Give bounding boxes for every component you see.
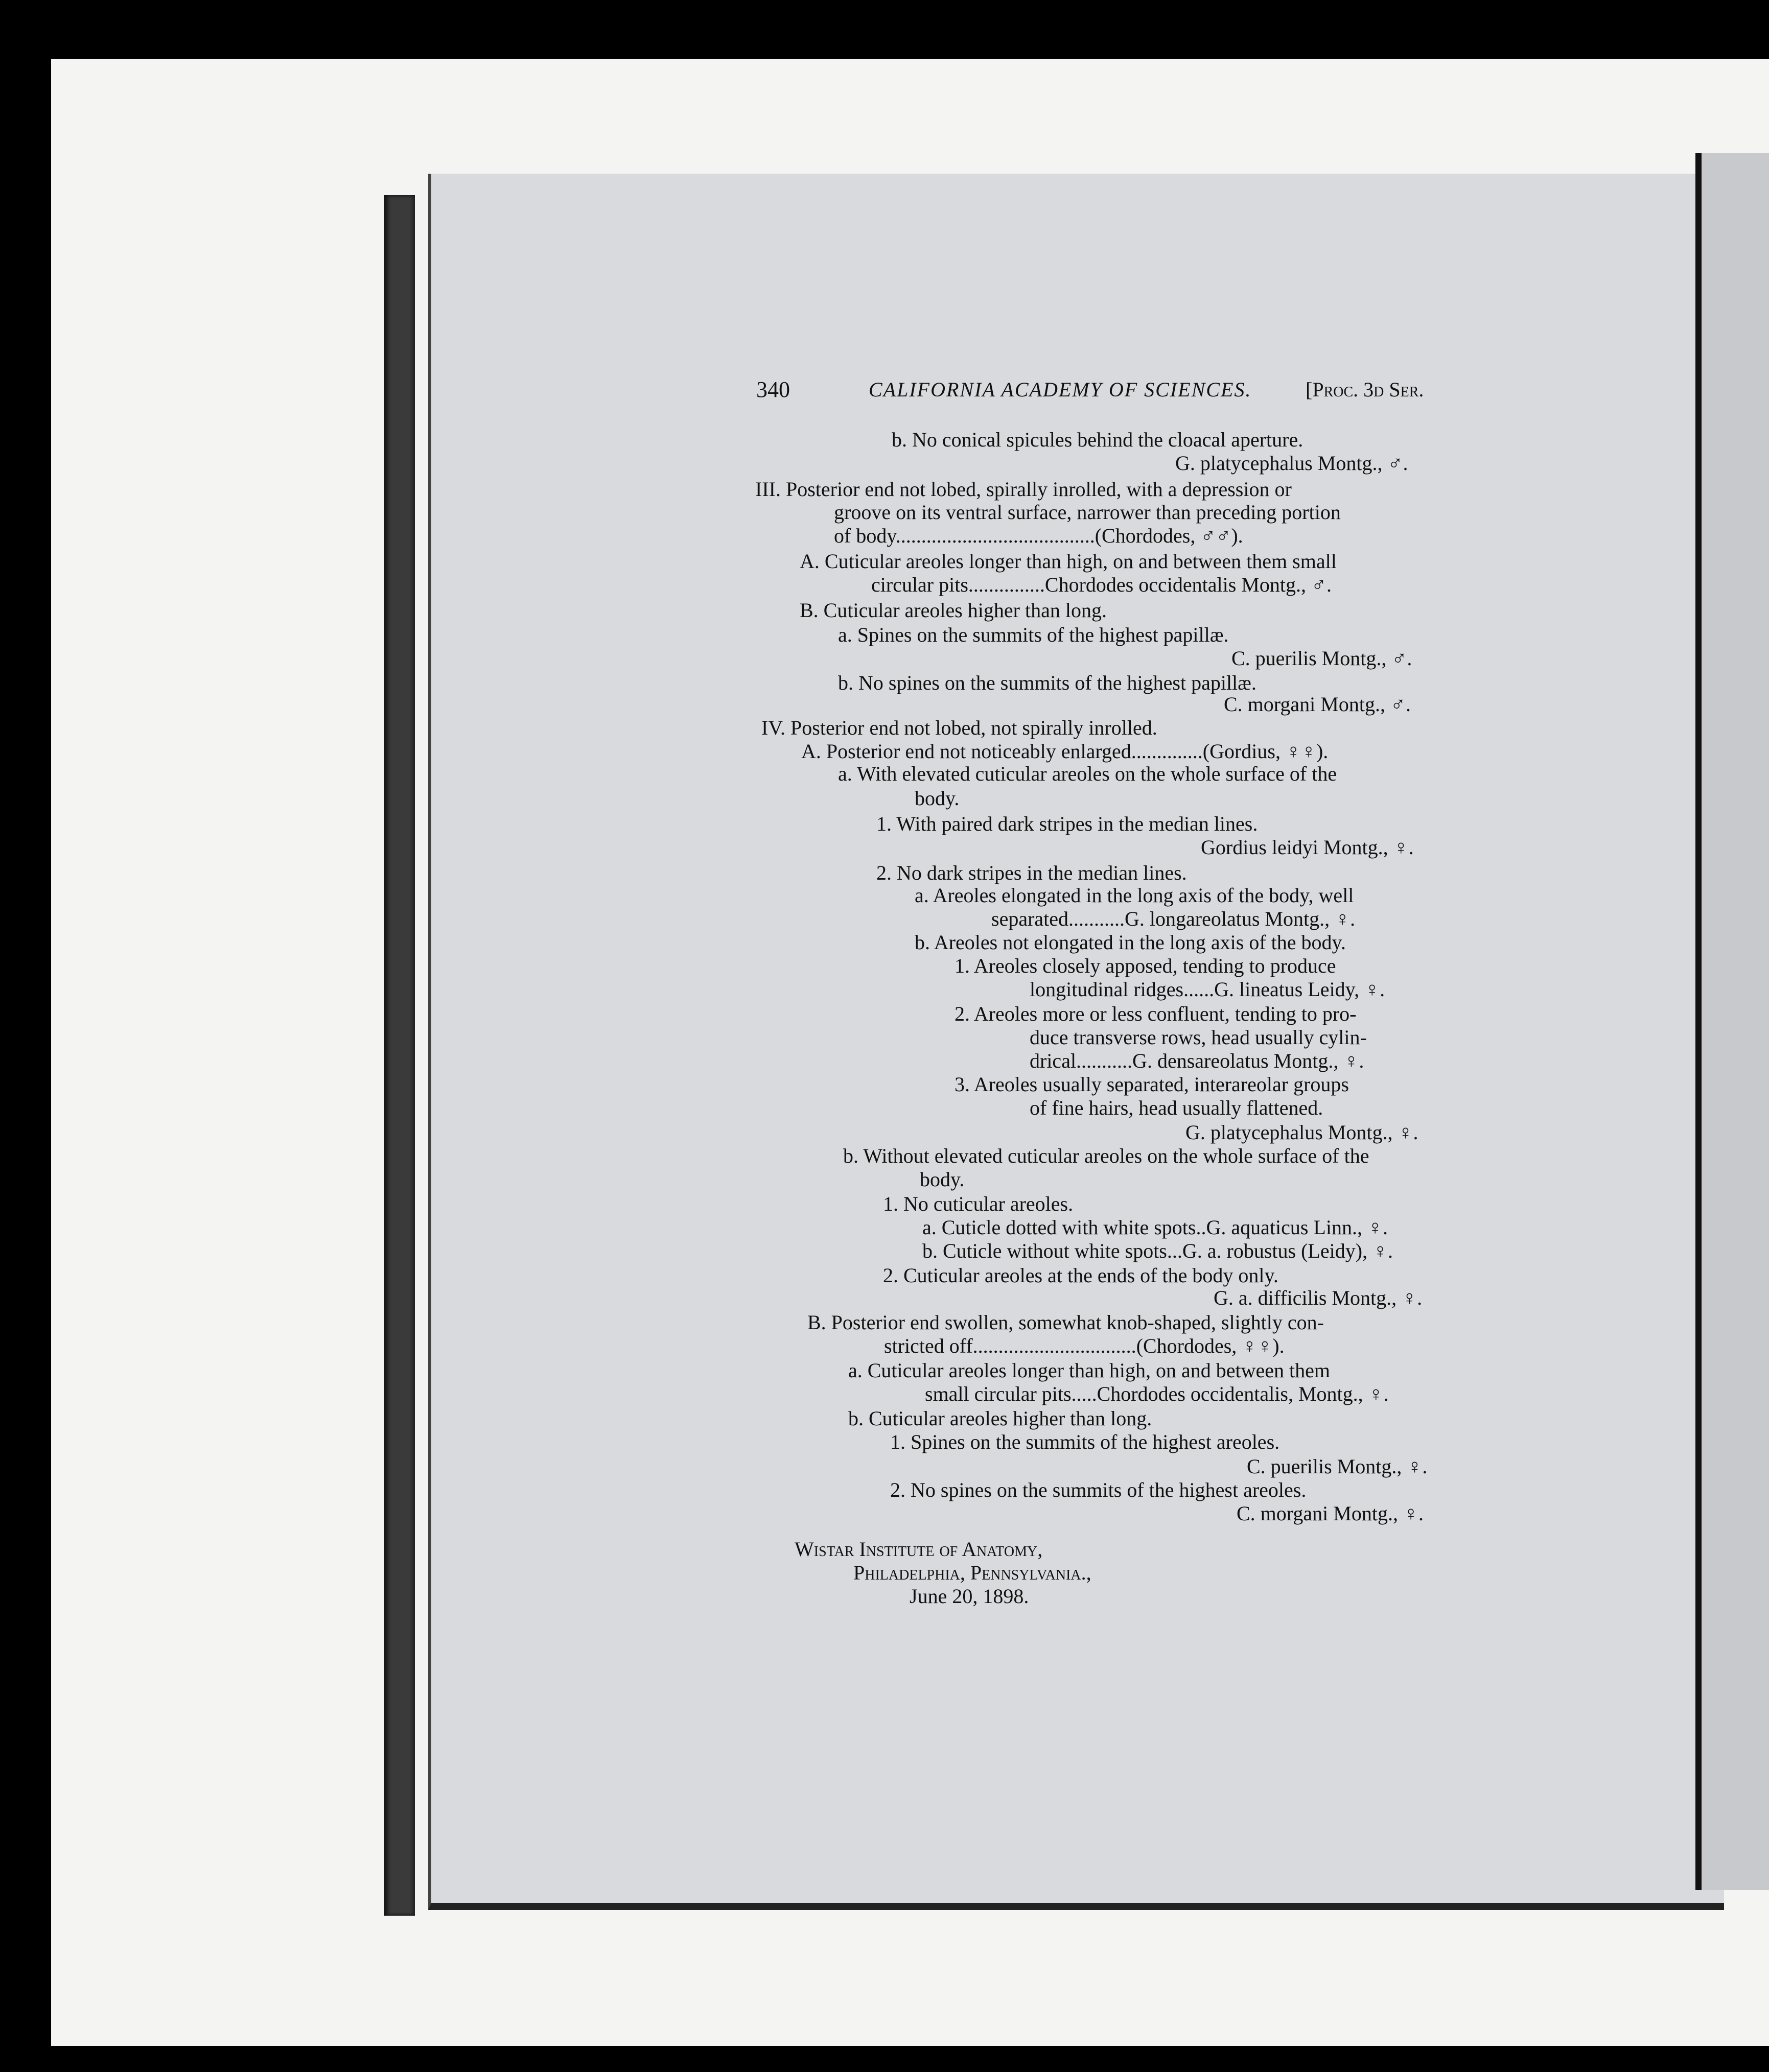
film-border <box>0 0 51 2072</box>
key-line: III. Posterior end not lobed, spirally inrolled, with a depression or <box>755 478 1292 501</box>
key-line: G. platycephalus Montg., ♂. <box>1175 452 1408 475</box>
key-line: IV. Posterior end not lobed, not spirally inrolled. <box>761 716 1157 739</box>
page-gutter-edge <box>1695 153 1702 1890</box>
key-line: A. Cuticular areoles longer than high, on and between them small <box>800 550 1337 573</box>
key-line: a. Spines on the summits of the highest papillæ. <box>838 623 1229 646</box>
series-label: [Proc. 3d Ser. <box>1306 378 1424 401</box>
key-line: b. No spines on the summits of the highest papillæ. <box>838 671 1256 694</box>
key-line: groove on its ventral surface, narrower than preceding portion <box>834 501 1341 524</box>
key-line: 2. Areoles more or less confluent, tending to pro- <box>955 1002 1357 1025</box>
key-line: B. Posterior end swollen, somewhat knob-shaped, slightly con- <box>807 1311 1324 1334</box>
key-line: stricted off................................(Chordodes, ♀♀). <box>884 1334 1285 1357</box>
key-line: C. puerilis Montg., ♂. <box>1231 647 1412 670</box>
key-line: b. Cuticular areoles higher than long. <box>848 1407 1152 1430</box>
key-line: 1. Areoles closely apposed, tending to produce <box>955 954 1336 977</box>
key-line: body. <box>915 787 960 810</box>
key-line: Gordius leidyi Montg., ♀. <box>1201 836 1414 859</box>
key-line: drical...........G. densareolatus Montg., ♀. <box>1030 1049 1364 1072</box>
key-line: circular pits...............Chordodes occidentalis Montg., ♂. <box>871 573 1332 596</box>
key-line: a. Areoles elongated in the long axis of the body, well <box>915 884 1354 907</box>
book-spine <box>384 195 415 1916</box>
key-line: C. morgani Montg., ♂. <box>1224 693 1411 716</box>
key-line: 1. With paired dark stripes in the median lines. <box>876 812 1258 835</box>
key-line: of body.......................................(Chordodes, ♂♂). <box>834 524 1243 547</box>
key-line: G. a. difficilis Montg., ♀. <box>1214 1286 1423 1309</box>
key-line: small circular pits.....Chordodes occidentalis, Montg., ♀. <box>925 1382 1389 1405</box>
page-number: 340 <box>756 377 790 402</box>
key-line: 2. No dark stripes in the median lines. <box>876 861 1187 884</box>
key-line: a. Cuticular areoles longer than high, on and between them <box>848 1359 1331 1382</box>
key-line: a. Cuticle dotted with white spots..G. aquaticus Linn., ♀. <box>922 1216 1388 1239</box>
key-line: C. puerilis Montg., ♀. <box>1247 1455 1428 1478</box>
key-line: b. Areoles not elongated in the long axis of the body. <box>915 931 1346 954</box>
key-line: longitudinal ridges......G. lineatus Leidy, ♀. <box>1030 978 1385 1001</box>
adjacent-page <box>1702 153 1769 1890</box>
key-line: 1. No cuticular areoles. <box>883 1192 1074 1215</box>
key-line: b. No conical spicules behind the cloacal aperture. <box>892 428 1304 451</box>
signature-institute: Wistar Institute of Anatomy, <box>795 1538 1043 1561</box>
key-line: G. platycephalus Montg., ♀. <box>1185 1121 1418 1144</box>
signature-city: Philadelphia, Pennsylvania., <box>853 1561 1091 1584</box>
key-line: duce transverse rows, head usually cylin- <box>1030 1026 1367 1049</box>
key-line: 3. Areoles usually separated, interareolar groups <box>955 1073 1349 1096</box>
key-line: 1. Spines on the summits of the highest areoles. <box>890 1430 1280 1453</box>
key-line: A. Posterior end not noticeably enlarged..............(Gordius, ♀♀). <box>801 740 1329 763</box>
signature-date: June 20, 1898. <box>910 1585 1029 1608</box>
key-line: 2. Cuticular areoles at the ends of the body only. <box>883 1264 1278 1287</box>
key-line: of fine hairs, head usually flattened. <box>1030 1096 1323 1119</box>
key-line: b. Cuticle without white spots...G. a. robustus (Leidy), ♀. <box>922 1239 1393 1262</box>
running-title: CALIFORNIA ACADEMY OF SCIENCES. <box>869 378 1252 401</box>
key-line: B. Cuticular areoles higher than long. <box>800 599 1107 622</box>
key-line: C. morgani Montg., ♀. <box>1237 1502 1424 1525</box>
key-line: body. <box>920 1168 965 1191</box>
key-line: 2. No spines on the summits of the highest areoles. <box>890 1478 1307 1501</box>
key-line: separated...........G. longareolatus Montg., ♀. <box>991 907 1356 930</box>
key-line: a. With elevated cuticular areoles on the whole surface of the <box>838 762 1337 785</box>
key-line: b. Without elevated cuticular areoles on the whole surface of the <box>843 1144 1369 1167</box>
